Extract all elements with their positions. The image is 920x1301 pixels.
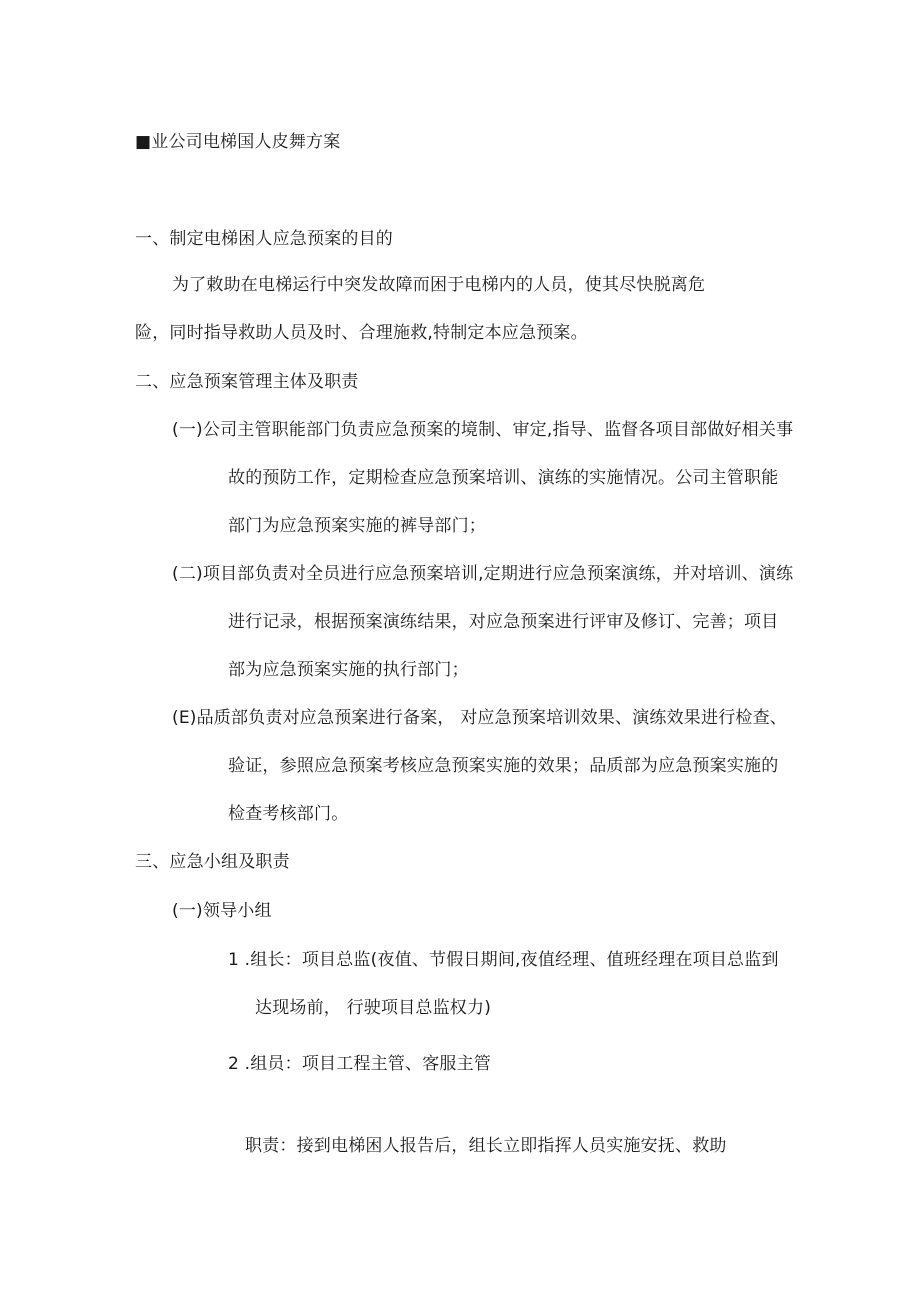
section-2-item-2-line: 进行记录，根据预案演练结果，对应急预案进行评审及修订、完善；项目 [228,612,779,632]
section-2-item-1-line: (一)公司主管职能部门负责应急预案的境制、审定,指导、监督各项目部做好相关事 [172,420,794,440]
section-3-heading: 三、应急小组及职责 [135,852,290,872]
section-3-subheading: (一)领导小组 [172,901,272,921]
section-2-item-3-line: (E)品质部负责对应急预案进行备案， 对应急预案培训效果、演练效果进行检查、 [172,708,788,728]
section-3-numbered-1-line: 达现场前， 行驶项目总监权力) [255,998,492,1018]
section-3-numbered-2-line: 2 .组员：项目工程主管、客服主管 [228,1054,492,1074]
section-1-paragraph-line: 险，同时指导救助人员及时、合理施救,特制定本应急预案。 [135,323,588,343]
document-title: ■业公司电梯国人皮舞方案 [135,132,341,152]
section-2-item-3-line: 检查考核部门。 [228,804,349,824]
section-1-paragraph-line: 为了敕助在电梯运行中突发故障而困于电梯内的人员，使其尽快脱离危 [172,275,706,295]
section-3-numbered-1-line: 1 .组长：项目总监(夜值、节假日期间,夜值经理、值班经理在项目总监到 [228,950,779,970]
section-2-heading: 二、应急预案管理主体及职责 [135,372,359,392]
section-2-item-1-line: 故的预防工作，定期检查应急预案培训、演练的实施情况。公司主管职能 [228,468,779,488]
section-1-heading: 一、制定电梯困人应急预案的目的 [135,229,393,249]
section-2-item-3-line: 验证，参照应急预案考核应急预案实施的效果；品质部为应急预案实施的 [228,756,779,776]
section-3-duty: 职责：接到电梯困人报告后，组长立即指挥人员实施安抚、救助 [245,1136,727,1156]
section-2-item-1-line: 部门为应急预案实施的裤导部门； [228,516,486,536]
section-2-item-2-line: (二)项目部负责对全员进行应急预案培训,定期进行应急预案演练，并对培训、演练 [172,564,794,584]
section-2-item-2-line: 部为应急预案实施的执行部门； [228,660,469,680]
